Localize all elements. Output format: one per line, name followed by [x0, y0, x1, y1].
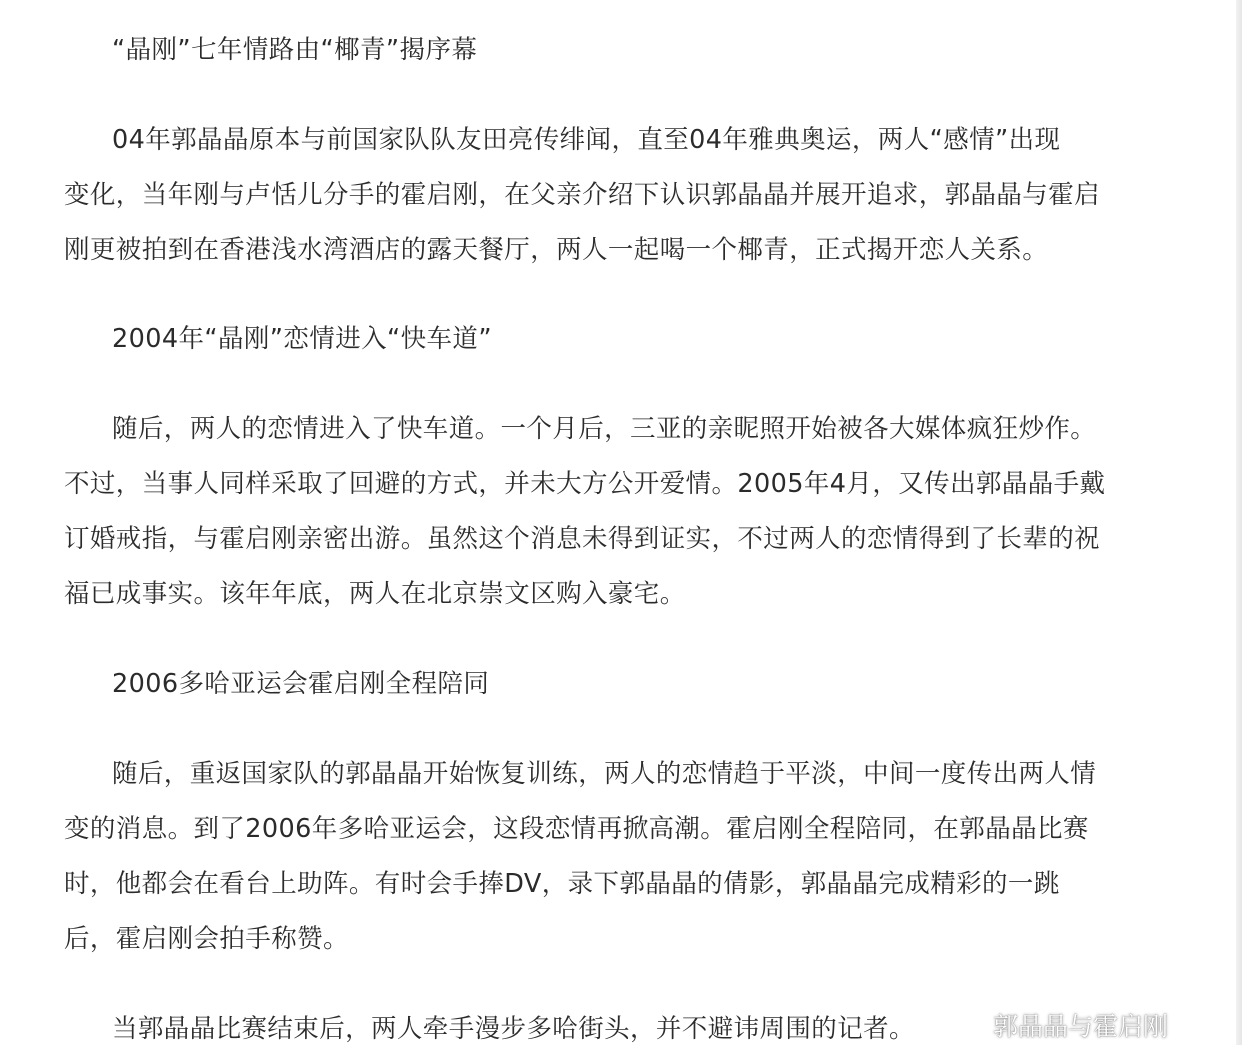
paragraph-2-line-3: 订婚戒指，与霍启刚亲密出游。虽然这个消息未得到证实，不过两人的恋情得到了长辈的祝 [64, 524, 1101, 554]
paragraph-1-line-1: 04年郭晶晶原本与前国家队队友田亮传绯闻，直至04年雅典奥运，两人“感情”出现 [112, 125, 1061, 155]
paragraph-3-line-2: 变的消息。到了2006年多哈亚运会，这段恋情再掀高潮。霍启刚全程陪同，在郭晶晶比赛 [64, 814, 1089, 844]
paragraph-1-line-2: 变化，当年刚与卢恬儿分手的霍启刚，在父亲介绍下认识郭晶晶并展开追求，郭晶晶与霍启 [64, 180, 1101, 210]
paragraph-3-line-4: 后，霍启刚会拍手称赞。 [64, 924, 349, 954]
page-right-edge [1236, 0, 1242, 1045]
paragraph-1-line-3: 刚更被拍到在香港浅水湾酒店的露天餐厅，两人一起喝一个椰青，正式揭开恋人关系。 [64, 235, 1049, 265]
section-heading-2: 2004年“晶刚”恋情进入“快车道” [112, 324, 492, 354]
paragraph-3-line-3: 时，他都会在看台上助阵。有时会手捧DV，录下郭晶晶的倩影，郭晶晶完成精彩的一跳 [64, 869, 1060, 899]
paragraph-2-line-4: 福已成事实。该年年底，两人在北京崇文区购入豪宅。 [64, 579, 686, 609]
section-heading-1: “晶刚”七年情路由“椰青”揭序幕 [112, 35, 478, 65]
paragraph-4-line-1: 当郭晶晶比赛结束后，两人牵手漫步多哈街头，并不避讳周围的记者。 [112, 1014, 915, 1044]
paragraph-3-line-1: 随后，重返国家队的郭晶晶开始恢复训练，两人的恋情趋于平淡，中间一度传出两人情 [112, 759, 1097, 789]
section-heading-3: 2006多哈亚运会霍启刚全程陪同 [112, 669, 490, 699]
image-watermark: 郭晶晶与霍启刚 [992, 1012, 1168, 1041]
paragraph-2-line-2: 不过，当事人同样采取了回避的方式，并未大方公开爱情。2005年4月，又传出郭晶晶手戴 [64, 469, 1106, 499]
paragraph-2-line-1: 随后，两人的恋情进入了快车道。一个月后，三亚的亲昵照开始被各大媒体疯狂炒作。 [112, 414, 1097, 444]
